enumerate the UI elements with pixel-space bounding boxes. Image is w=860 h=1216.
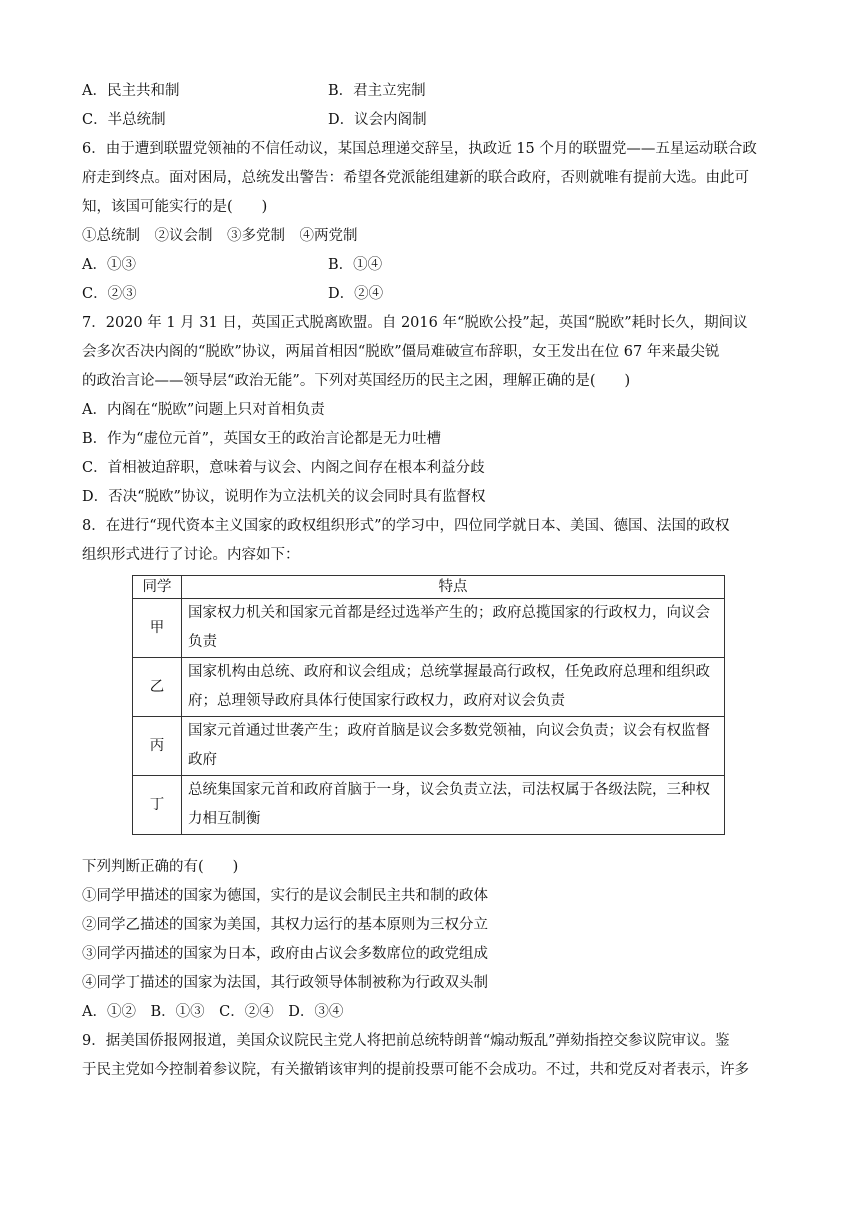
table-cell-student: 乙 [133,658,182,717]
table-cell-features: 国家机构由总统、政府和议会组成；总统掌握最高行政权，任免政府总理和组织政府；总理领导政府具体行使国家行政权力，政府对议会负责 [182,658,725,717]
q5-option-a[interactable]: A．民主共和制 [82,83,180,99]
q6-option-c[interactable]: C．②③ [82,286,137,302]
table-row [133,658,725,717]
features-table [132,575,725,835]
q6-option-a[interactable]: A．①③ [82,257,136,273]
table-header-features: 特点 [182,576,725,599]
q7-option-d[interactable]: D．否决“脱欧”协议，说明作为立法机关的议会同时具有监督权 [82,489,486,505]
q6-option-d[interactable]: D．②④ [328,286,384,302]
q8-stem-line1: 8．在进行“现代资本主义国家的政权组织形式”的学习中，四位同学就日本、美国、德国、法国的政权 [82,518,730,534]
table-cell-student: 甲 [133,599,182,658]
q7-option-a[interactable]: A．内阁在“脱欧”问题上只对首相负责 [82,402,325,418]
q5-option-c[interactable]: C．半总统制 [82,112,166,128]
q7-stem-line3: 的政治言论——领导层“政治无能”。下列对英国经历的民主之困，理解正确的是( ) [82,373,631,389]
q8-item-2: ②同学乙描述的国家为美国，其权力运行的基本原则为三权分立 [82,917,488,933]
table-header-row [133,576,725,599]
q5-option-b[interactable]: B．君主立宪制 [328,83,426,99]
table-row [133,776,725,835]
table-cell-features: 国家权力机关和国家元首都是经过选举产生的；政府总揽国家的行政权力，向议会负责 [182,599,725,658]
q6-stem-line2: 府走到终点。面对困局，总统发出警告：希望各党派能组建新的联合政府，否则就唯有提前大选。由此可 [82,170,749,186]
q6-options-row2 [82,280,782,309]
table-cell-student: 丙 [133,717,182,776]
table-row [133,717,725,776]
q5-options-row2 [82,106,782,135]
q5-option-d[interactable]: D．议会内阁制 [328,112,427,128]
q6-stem-line3: 知，该国可能实行的是( ) [82,199,268,215]
table-row [133,599,725,658]
q7-stem-line2: 会多次否决内阁的“脱欧”协议，两届首相因“脱欧”僵局难破宣布辞职，女王发出在位 67 年来最尖锐 [82,344,720,360]
q8-options[interactable]: A．①② B．①③ C．②④ D．③④ [82,1004,344,1020]
table-header-student: 同学 [133,576,182,599]
q8-item-1: ①同学甲描述的国家为德国，实行的是议会制民主共和制的政体 [82,888,488,904]
q6-items: ①总统制 ②议会制 ③多党制 ④两党制 [82,228,358,244]
q7-option-c[interactable]: C．首相被迫辞职，意味着与议会、内阁之间存在根本利益分歧 [82,460,485,476]
q7-stem-line1: 7．2020 年 1 月 31 日，英国正式脱离欧盟。自 2016 年“脱欧公投”起，英国“脱欧”耗时长久，期间议 [82,315,748,331]
q7-option-b[interactable]: B．作为“虚位元首”，英国女王的政治言论都是无力吐槽 [82,431,441,447]
table-cell-student: 丁 [133,776,182,835]
q6-options-row1 [82,251,782,280]
q9-stem-line1: 9．据美国侨报网报道，美国众议院民主党人将把前总统特朗普“煽动叛乱”弹劾指控交参议院审议。鉴 [82,1033,730,1049]
q6-option-b[interactable]: B．①④ [328,257,383,273]
table-cell-features: 总统集国家元首和政府首脑于一身，议会负责立法，司法权属于各级法院，三种权力相互制衡 [182,776,725,835]
q8-item-3: ③同学丙描述的国家为日本，政府由占议会多数席位的政党组成 [82,946,488,962]
q5-options-row1 [82,77,782,106]
q9-stem-line2: 于民主党如今控制着参议院，有关撤销该审判的提前投票可能不会成功。不过，共和党反对者表示，许多 [82,1062,749,1078]
spacer [82,835,782,853]
q8-question: 下列判断正确的有( ) [82,859,239,875]
document-body [82,77,782,1085]
q8-stem-line2: 组织形式进行了讨论。内容如下： [82,547,300,563]
q8-item-4: ④同学丁描述的国家为法国，其行政领导体制被称为行政双头制 [82,975,488,991]
table-cell-features: 国家元首通过世袭产生；政府首脑是议会多数党领袖，向议会负责；议会有权监督政府 [182,717,725,776]
q6-stem-line1: 6．由于遭到联盟党领袖的不信任动议，某国总理递交辞呈，执政近 15 个月的联盟党——五星运动联合政 [82,141,757,157]
